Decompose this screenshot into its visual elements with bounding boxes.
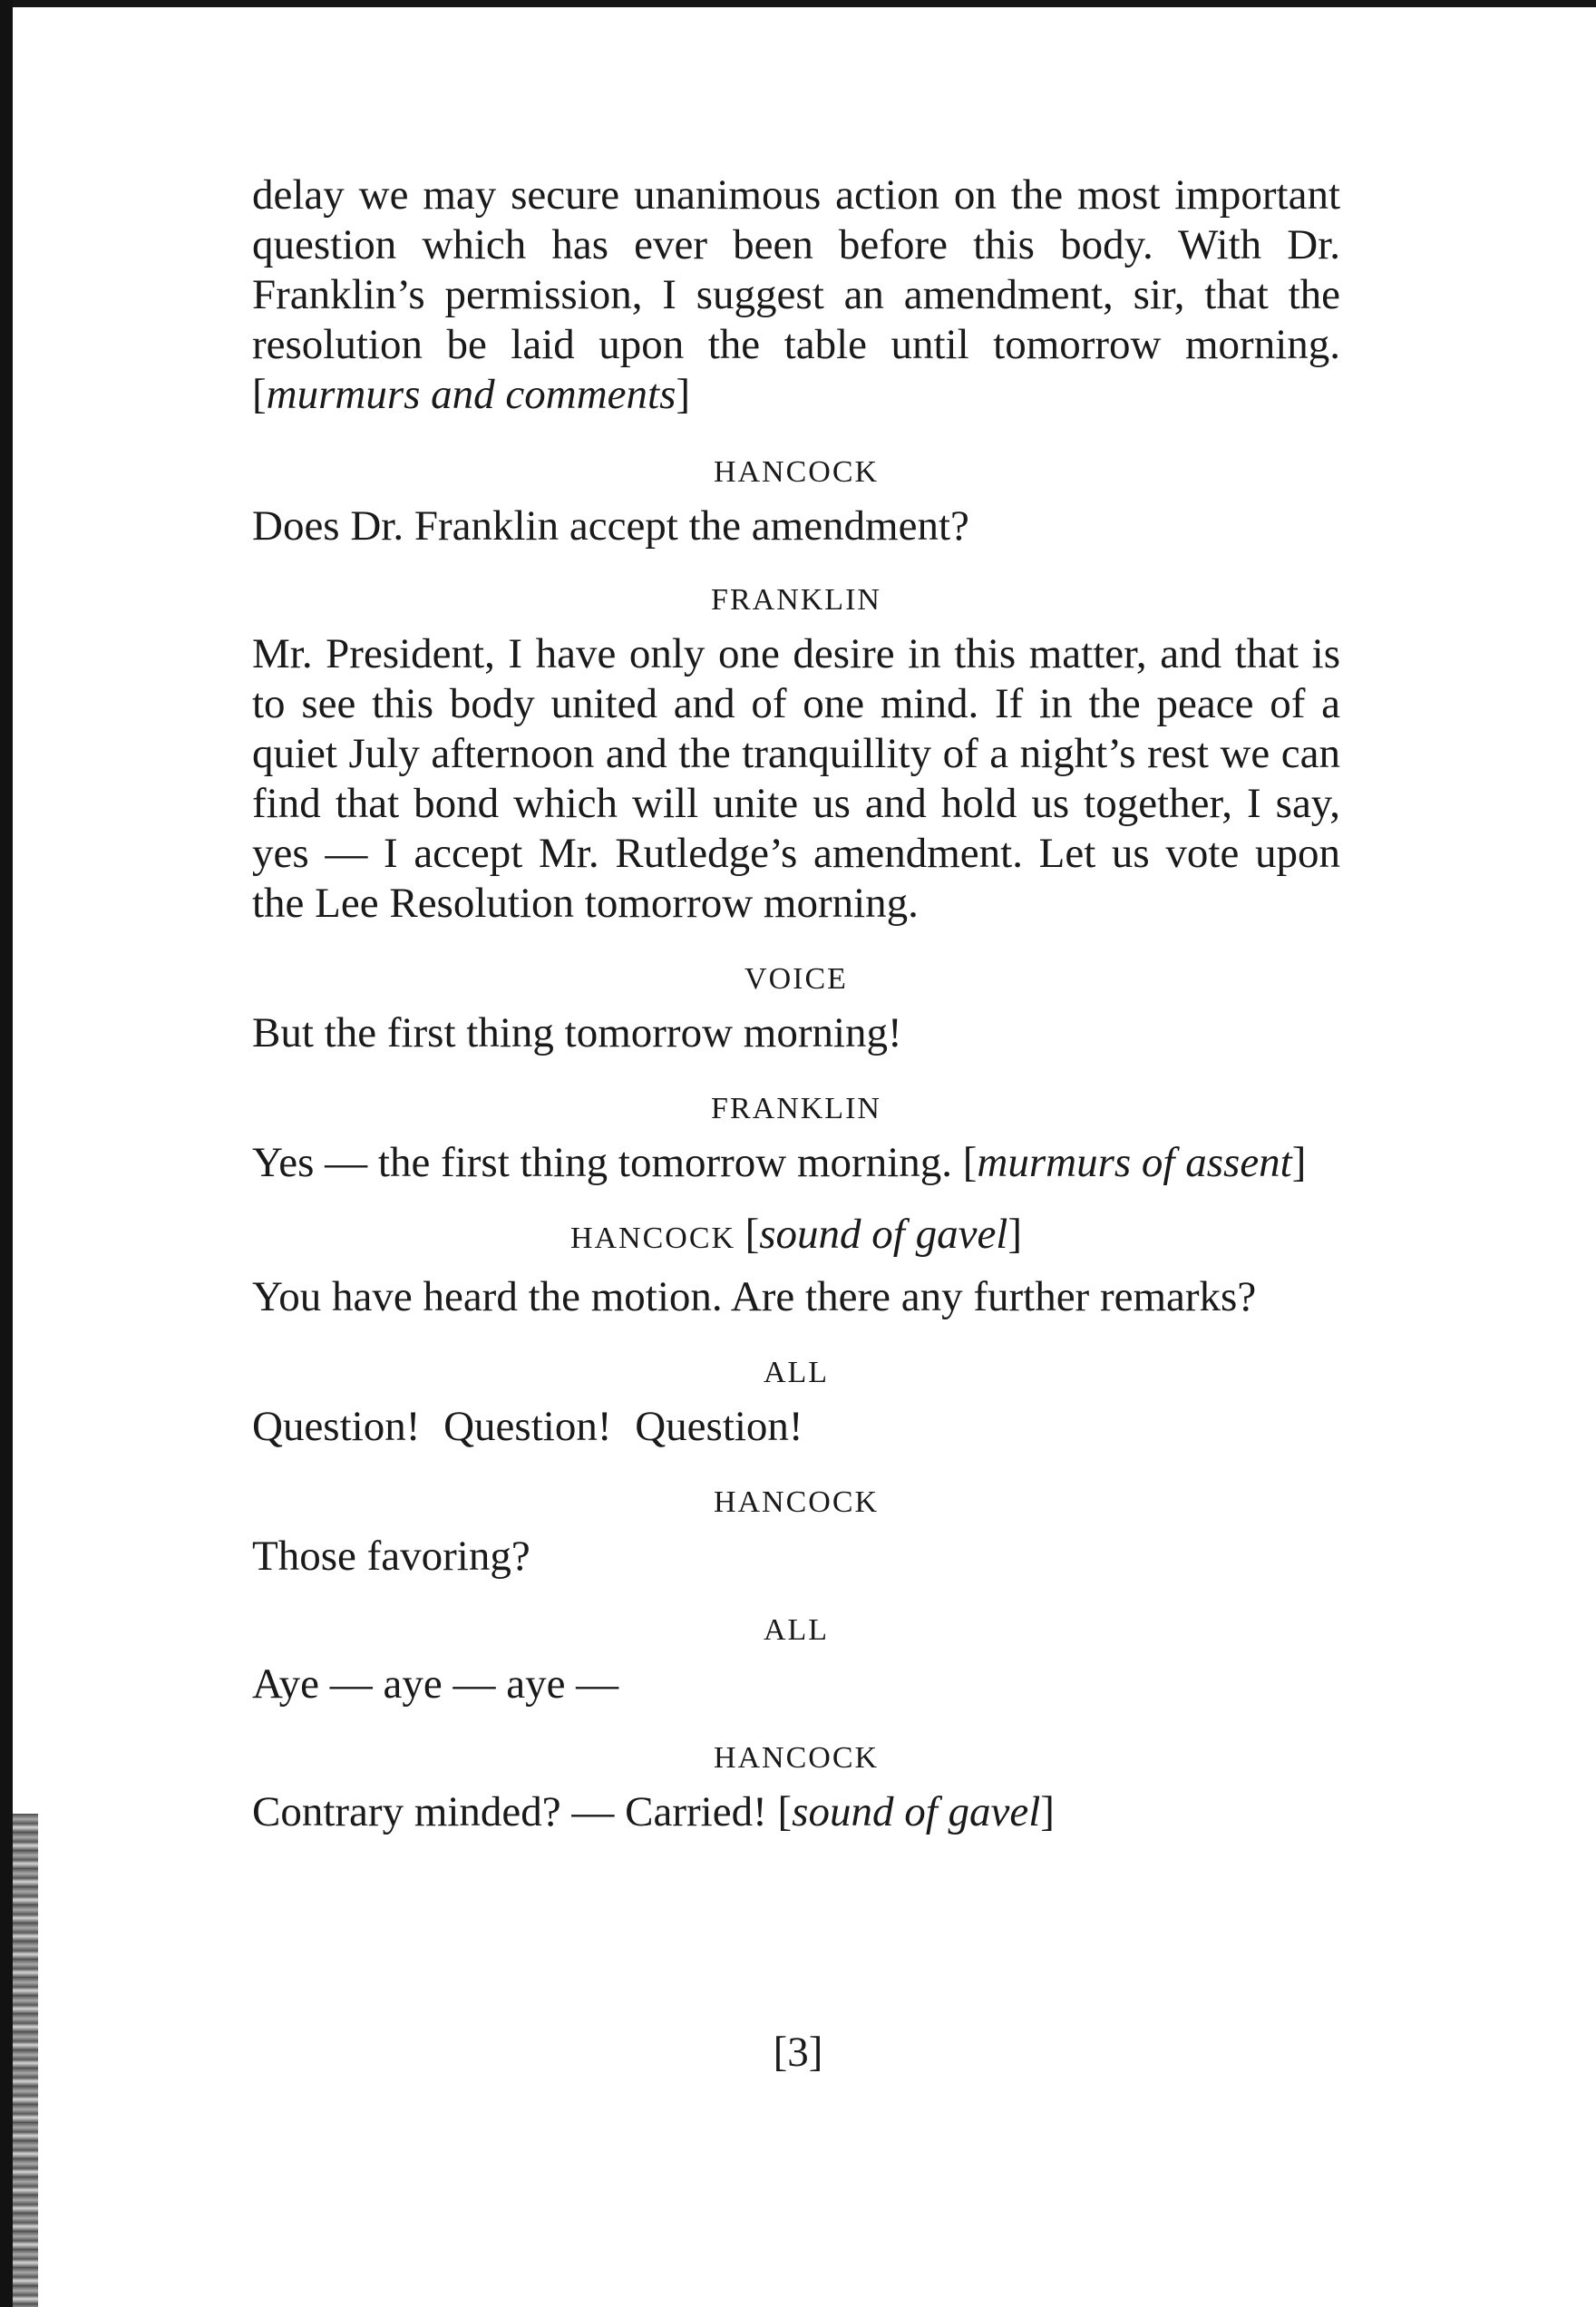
dialogue-line: You have heard the motion. Are there any further remarks? (252, 1273, 1257, 1320)
dialogue-text: Contrary minded? — Carried! (252, 1788, 778, 1835)
speaker-heading (252, 1210, 1340, 1263)
opening-paragraph: delay we may secure unanimous action on the most important question which has ever been before this body. With Dr. Franklin’s permission, I suggest an amendment, sir, that the resolution be laid upon the table until tomorrow morning. [murmurs and comments] (252, 171, 1340, 418)
page-left-edge (0, 0, 13, 2307)
speaker-name: HANCOCK (569, 1222, 736, 1255)
page-top-edge (0, 0, 1596, 7)
page-text (252, 170, 1340, 1837)
speaker-name: FRANKLIN (711, 1092, 881, 1125)
speaker-name: ALL (763, 1356, 830, 1389)
stage-direction: murmurs and comments (266, 371, 676, 418)
speaker-stage-direction: [sound of gavel] (744, 1211, 1023, 1258)
stage-direction: sound of gavel (759, 1211, 1008, 1258)
dialogue-line: But the first thing tomorrow morning! (252, 1009, 902, 1056)
dialogue-line: Contrary minded? — Carried! [sound of gavel] (252, 1788, 1055, 1835)
dialogue-line: Mr. President, I have only one desire in this matter, and that is to see this body united and of one mind. If in the peace of a quiet July afternoon and the tranquillity of a night’s rest we can find that bond which will unite us and hold us together, I say, yes — I accept Mr. Rutledge’s amendment. Let us vote upon the Lee Resolution tomorrow morning. (252, 630, 1340, 927)
speaker-name: HANCOCK (713, 455, 880, 489)
opening-text: delay we may secure unanimous action on the most important question which has ever been before this body. With Dr. Franklin’s permission, I suggest an amendment, sir, that the resolution be laid upon the table until tomorrow morning. (252, 171, 1340, 368)
dialogue-line: Does Dr. Franklin accept the amendment? (252, 502, 969, 550)
dialogue-text: Yes — the first thing tomorrow morning. (252, 1139, 963, 1186)
speaker-name: FRANKLIN (711, 583, 881, 617)
speaker-name: HANCOCK (713, 1485, 880, 1519)
speaker-name: VOICE (744, 962, 848, 996)
stage-direction: murmurs of assent (977, 1139, 1292, 1186)
dialogue-line: Those favoring? (252, 1533, 530, 1580)
speaker-name: ALL (763, 1613, 830, 1647)
page-number: [3] (773, 2029, 823, 2076)
dialogue-line: Yes — the first thing tomorrow morning. [murmurs of assent] (252, 1139, 1307, 1186)
dialogue-line: Question! Question! Question! (252, 1403, 803, 1450)
dialogue-line: Aye — aye — aye — (252, 1660, 619, 1708)
stage-direction: sound of gavel (792, 1788, 1041, 1835)
speaker-name: HANCOCK (713, 1741, 880, 1775)
